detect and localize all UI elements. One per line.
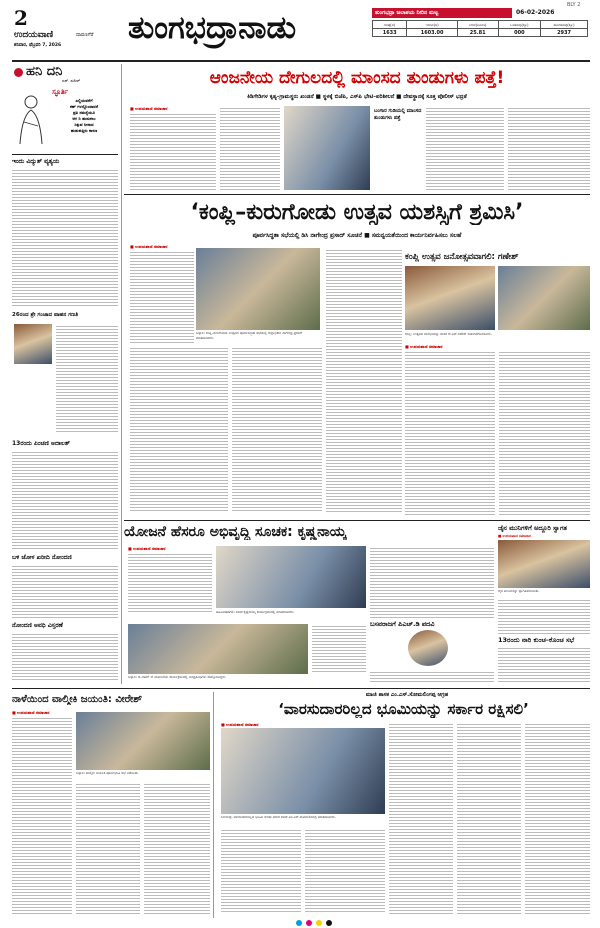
land-photo (221, 728, 385, 814)
krishnanaik-photo-1 (216, 546, 366, 608)
quote-lines (52, 98, 116, 134)
sidebar-story-jowar (12, 554, 118, 618)
lead-photo (284, 106, 370, 190)
kampli-headline: ಕಂಪ್ಲಿ ಉತ್ಸವ ಜನೋತ್ಸವವಾಗಲಿ: ಗಣೇಶ್ (405, 252, 519, 262)
nari-body (498, 646, 590, 684)
dam-level-value: 000 (498, 29, 541, 37)
jain-caption: ಜೈನ ಮುನಿಗಳನ್ನು ಸ್ವಾಗತಿಸಲಾಯಿತು. (498, 589, 540, 593)
quote-line: ಹುಡುಕುತ್ತಿರು ಕಾರಣ (70, 128, 98, 133)
sidebar-story-jowar-title: ಬಳಿ ಜೋಳ ಖರೀದಿ ನೋಂದಣಿ (12, 554, 72, 561)
land-col-3 (525, 722, 590, 914)
utsava-col-3 (232, 346, 322, 512)
lead-byline: ■ ಉದಯವಾಣಿ ಸಮಾಚಾರ (130, 106, 168, 111)
quote-line: ಎಲ್ಲಿಯವರೆಗೆ (75, 98, 93, 103)
story-land (217, 692, 590, 918)
logo-text: ಹನಿ ದನಿ (26, 64, 63, 79)
sketch-illustration (14, 92, 48, 146)
dam-level-value: 2937 (541, 29, 588, 37)
dam-level-value: 1633 (373, 29, 407, 37)
land-col-4 (221, 828, 301, 914)
sidebar-story-registration-body (12, 632, 118, 682)
sidebar-story-vehicle-body (56, 324, 118, 434)
utsava-subhead: ಪೂರ್ವಸಿದ್ಧತಾ ಸಭೆಯಲ್ಲಿ ಡಿಸಿ ನಾಗೇಂದ್ರ ಪ್ರಸಾದ್ ಸೂಚನೆ ■ ಸಮನ್ವಯತೆಯಿಂದ ಕಾರ್ಯನಿರ್ವಹಿಸಲು ಸಲಹೆ (252, 232, 462, 239)
land-col-1 (389, 722, 453, 914)
utsava-headline: ‘ಕಂಪ್ಲಿ–ಕುರುಗೋಡು ಉತ್ಸವ ಯಶಸ್ಸಿಗೆ ಶ್ರಮಿಸಿ’ (190, 200, 524, 225)
quote-line: ಪ್ರತಿ ಸಮಸ್ಯೆಯೂ (73, 110, 95, 115)
sidebar-portrait-photo (14, 324, 52, 364)
reg-dot (326, 920, 332, 926)
hani-dani-logo (12, 64, 118, 84)
lead-subhead: ಕಿಡಿಗೇಡಿಗಳ ಕೃತ್ಯ–ಗ್ರಾಮಸ್ಥರು ಖಂಡನೆ ■ ಸ್ಥಳಕ್ಕೆ ಬಿಜೆಪಿ, ಎಸ್‌ಪಿ ಭೇಟಿ–ಪರಿಶೀಲನೆ ■ ದೇವಸ್ಥಾನಕ್ಕೆ ಸೂಕ್ತ ಪೊಲೀಸ್ ಭದ್ರತೆ (247, 94, 467, 100)
phd-portrait (408, 630, 448, 666)
valmiki-col-3 (144, 782, 210, 916)
quote-line: ಆಗ ನಿ ಹುಡುಕಲು (72, 116, 96, 121)
dam-level-header: ನೀರಿನ(ಟಿಎಂಸಿ) (457, 21, 498, 29)
paper-name: ಉದಯವಾಣಿ (14, 30, 54, 40)
lead-col-3 (426, 106, 504, 190)
valmiki-headline: ನಾಳೆಯಿಂದ ವಾಲ್ಮೀಕಿ ಜಯಂತಿ: ವೀರೇಶ್ (12, 694, 143, 705)
quote-box (12, 86, 118, 150)
lead-headline: ಆಂಜನೇಯ ದೇಗುಲದಲ್ಲಿ ಮಾಂಸದ ತುಂಡುಗಳು ಪತ್ತೆ! (209, 68, 505, 88)
quote-line: ಸಿಕ್ಕುವ ನೀನಾದ (74, 122, 94, 127)
story-nari-kuncha (498, 636, 590, 684)
land-caption: ಸಿರುಗುಪ್ಪ: ವಾರಸುದಾರರಿಲ್ಲದ ಭೂಮಿ ಕುರಿತು ಮಾಜಿ ಶಾಸಕ ಎಂ.ಎಸ್.ಸೋಮಲಿಂಗಪ್ಪ ಮಾತನಾಡಿದರು. (221, 815, 336, 819)
jain-photo (498, 540, 590, 588)
krishnanaik-caption-1: ಹೂವಿನಹಡಗಲಿ: ಶಾಸಕ ಕೃಷ್ಣನಾಯ್ಕ ಕಾರ್ಯಕ್ರಮದಲ್ಲಿ ಮಾತನಾಡಿದರು. (216, 610, 295, 614)
phd-headline: ಬಸವರಾಜಗೆ ಪಿಎಚ್.ಡಿ ಪದವಿ (370, 620, 435, 628)
nari-headline: 13ರಂದು ನಾರಿ ಕುಂಚ–ಕೊಂಚ ಸಭೆ (498, 636, 575, 644)
lead-col-2 (220, 106, 280, 190)
reg-dot (316, 920, 322, 926)
page-tag: BLY 2 (567, 2, 581, 8)
dam-level-header: ಹೊರಹರಿವು(ಕ್ಯೂ) (541, 21, 588, 29)
reg-dot (306, 920, 312, 926)
lead-pullquote: ಬಂಗಾರ ಗುಡಿಯಲ್ಲಿ ಮಾಂಸದ ತುಂಡುಗಳು ಪತ್ತೆ (374, 108, 422, 121)
valmiki-col-1 (12, 716, 72, 916)
land-col-5 (305, 828, 385, 914)
utsava-rule (124, 520, 590, 521)
sidebar-story-pension (12, 440, 118, 550)
sidebar-divider (121, 64, 122, 684)
section-title: ತುಂಗಭದ್ರಾನಾಡು (128, 10, 297, 46)
kampli-photo-2 (498, 266, 590, 330)
land-headline: ‘ವಾರಸುದಾರರಿಲ್ಲದ ಭೂಮಿಯನ್ನು ಸರ್ಕಾರ ರಕ್ಷಿಸಲಿ’ (278, 700, 529, 718)
quote-line: ಕಣ್ ಗಳಲ್ಲೊಂದಾದರೆ (70, 104, 98, 109)
utsava-col-1 (130, 250, 194, 344)
valmiki-caption: ಬಳ್ಳಾರಿ: ವಾಲ್ಮೀಕಿ ಜಯಂತಿ ಪೂರ್ವಭಾವಿ ಸಭೆ ನಡೆಯಿತು. (76, 771, 139, 775)
dam-level-box (372, 8, 588, 46)
jain-body (498, 598, 590, 634)
date-line: ಶನಿವಾರ, ಫೆಬ್ರವರಿ 7, 2026 (14, 43, 62, 48)
story-valmiki (12, 692, 210, 918)
sidebar-story-registration (12, 622, 118, 682)
jain-byline: ■ ಉದಯವಾಣಿ ಸಮಾಚಾರ (498, 534, 531, 538)
krishnanaik-byline: ■ ಉದಯವಾಣಿ ಸಮಾಚಾರ (128, 546, 166, 551)
phd-body (370, 670, 494, 684)
land-col-2 (457, 722, 521, 914)
kampli-photo-1 (405, 266, 495, 330)
logo-dot-icon (14, 68, 23, 77)
dam-level-header: ಒಳಹರಿವು(ಕ್ಯೂ) (498, 21, 541, 29)
kampli-caption: ಕಂಪ್ಲಿ: ಉತ್ಸವದ ಲಾಂಛನವನ್ನು ಶಾಸಕ ಜೆ.ಎನ್.ಗಣೇಶ್ ಬಿಡುಗಡೆಗೊಳಿಸಿದರು. (405, 332, 492, 336)
lead-col-1 (130, 112, 216, 190)
lead-story (124, 64, 590, 192)
sidebar-story-power-body (12, 168, 118, 308)
utsava-col-2 (130, 346, 228, 512)
page-number: 2 (14, 6, 28, 30)
dam-level-value: 25.81 (457, 29, 498, 37)
krishnanaik-headline: ಯೋಜನೆ ಹೆಸರೂ ಅಭಿವೃದ್ಧಿ ಸೂಚಕ: ಕೃಷ್ಣನಾಯ್ಕ (124, 524, 347, 540)
utsava-caption: ಬಳ್ಳಾರಿ: ಕಂಪ್ಲಿ–ಕುರುಗೋಡು ಉತ್ಸವದ ಪೂರ್ವಸಿದ್ಧತಾ ಸಭೆಯಲ್ಲಿ ಜಿಲ್ಲಾಧಿಕಾರಿ ನಾಗೇಂದ್ರ ಪ್ರಸಾದ್ ಮಾತನಾಡಿದರು. (196, 331, 303, 340)
krishnanaik-caption-2: ಬಳ್ಳಾರಿ: ಜಿ–ರಾಮ್ ಜಿ ಯೋಜನೆಯ ಕಾರ್ಯಕ್ರಮದಲ್ಲಿ ಜನಪ್ರತಿನಿಧಿಗಳು ಪಾಲ್ಗೊಂಡಿದ್ದರು. (128, 675, 227, 679)
land-byline: ■ ಉದಯವಾಣಿ ಸಮಾಚಾರ (221, 722, 259, 727)
jain-headline: ಜೈನ ಮುನಿಗಳಿಗೆ ಅದ್ದೂರಿ ಸ್ವಾಗತ (498, 524, 567, 532)
dam-level-title: ತುಂಗಭದ್ರಾ ಜಲಾಶಯ ನೀರಿನ ಮಟ್ಟ (372, 8, 512, 18)
krishnanaik-col-2 (370, 546, 494, 620)
quote-title: ಸ್ಫೂರ್ತಿ (52, 88, 69, 96)
registration-marks (0, 918, 600, 928)
dam-level-header: ಗರಿಷ್ಠ(ಅ) (373, 21, 407, 29)
story-jain-munis (498, 524, 590, 634)
bottom-divider (213, 692, 214, 918)
lead-rule (124, 194, 590, 195)
sidebar-story-power (12, 158, 118, 308)
utsava-byline: ■ ಉದಯವಾಣಿ ಸಮಾಚಾರ (130, 244, 168, 249)
sidebar-story-vehicle-title: 26ರಂದ ಶ್ರೇ ಗಂಜಾದ ವಾಹನ ಗಣತಿ (12, 312, 78, 318)
reg-dot (296, 920, 302, 926)
sidebar-story-power-title: ಇಂದು ವಿದ್ಯುತ್ ವ್ಯತ್ಯಯ (12, 158, 60, 165)
valmiki-col-2 (76, 782, 140, 916)
bottom-rule (12, 688, 590, 689)
sidebar-rule-1 (12, 154, 118, 155)
masthead (0, 0, 600, 62)
utsava-col-4 (326, 248, 402, 512)
krishnanaik-col-3 (312, 624, 366, 674)
story-kampli-janotsava (405, 252, 590, 518)
dam-level-date: 06-02-2026 (516, 9, 555, 16)
logo-author: ಎಸ್. ಸುನಿಲ್ (62, 78, 81, 83)
lead-col-4 (508, 106, 590, 190)
kampli-col-2 (499, 350, 590, 516)
sidebar-story-vehicle (12, 312, 118, 437)
city-label: ದಾವಣಗೆರೆ (76, 32, 94, 38)
masthead-rule (12, 60, 590, 62)
sidebar-story-registration-title: ನೋಂದಣಿ ಅವಧಿ ವಿಸ್ತರಣೆ (12, 622, 63, 629)
dam-level-value: 1603.00 (407, 29, 457, 37)
krishnanaik-col-1 (128, 552, 212, 612)
valmiki-photo (76, 712, 210, 770)
left-sidebar (12, 64, 118, 684)
dam-level-table (372, 20, 588, 37)
story-phd (370, 620, 494, 684)
dam-level-header: ಇಂದಿನ(ಅ) (407, 21, 457, 29)
sidebar-story-pension-title: 13ರಂದು ಪಿಂಚಣಿ ಅದಾಲತ್ (12, 440, 70, 447)
kampli-byline: ■ ಉದಯವಾಣಿ ಸಮಾಚಾರ (405, 344, 443, 349)
sidebar-story-pension-body (12, 450, 118, 550)
utsava-meeting-photo (196, 248, 320, 330)
land-kicker: ಮಾಜಿ ಶಾಸಕ ಎಂ.ಎಸ್.ಸೋಮಲಿಂಗಪ್ಪ ಆಗ್ರಹ (365, 692, 449, 698)
valmiki-byline: ■ ಉದಯವಾಣಿ ಸಮಾಚಾರ (12, 710, 50, 715)
krishnanaik-photo-2 (128, 624, 308, 674)
kampli-col-1 (405, 350, 495, 516)
sidebar-story-jowar-body (12, 564, 118, 618)
